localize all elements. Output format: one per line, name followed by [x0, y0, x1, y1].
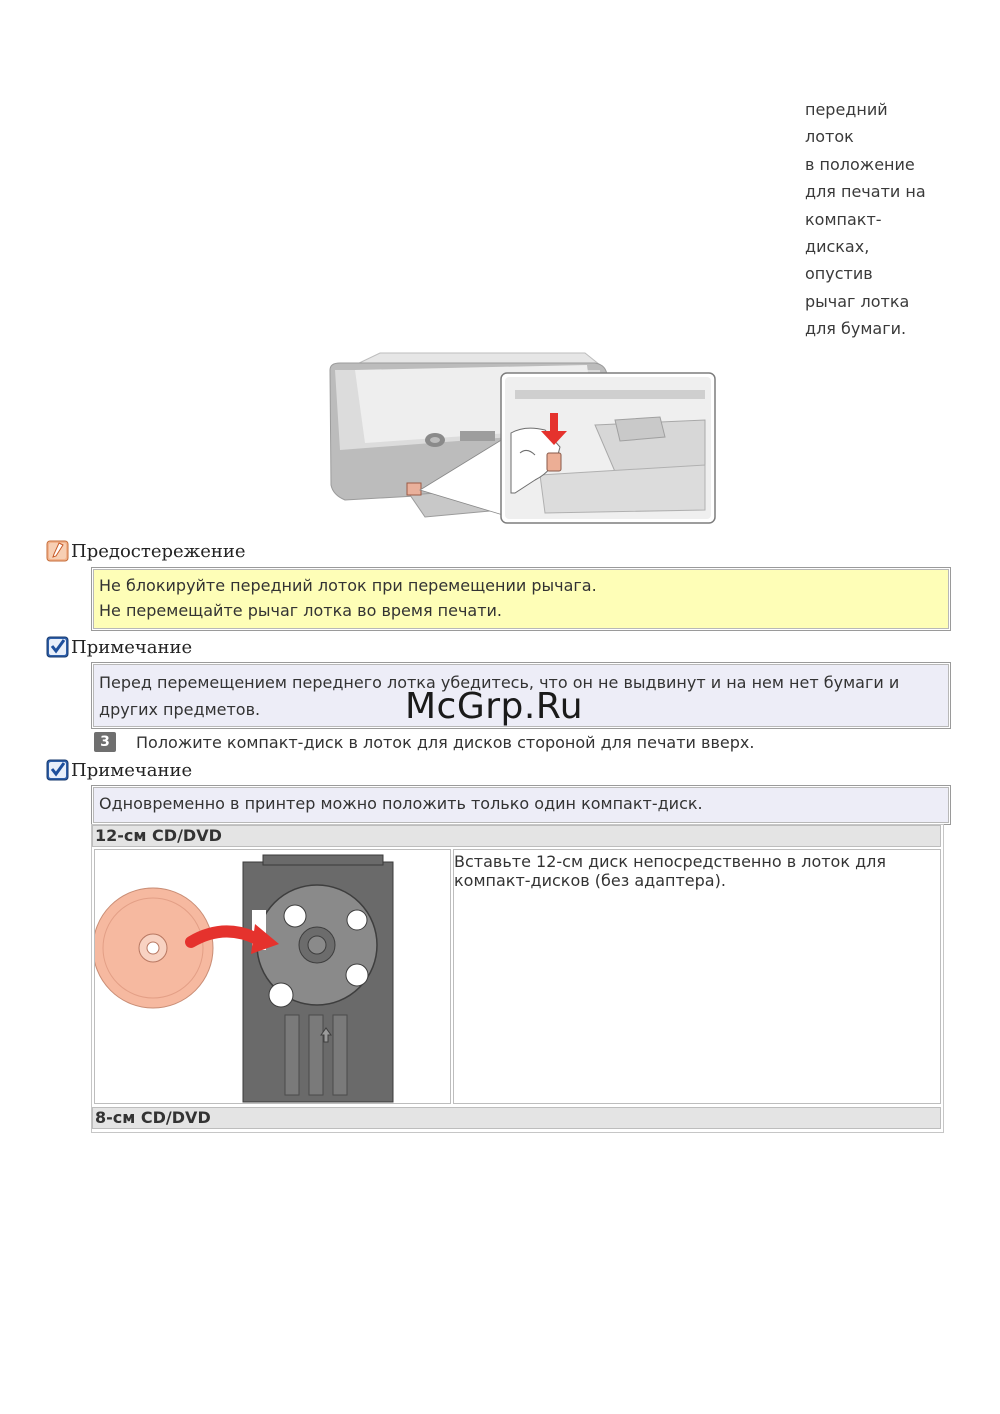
printer-tray-lever-illustration [325, 335, 720, 530]
caution-box [93, 569, 949, 629]
caution-heading-text: Предостережение [71, 540, 246, 562]
watermark: McGrp.Ru [405, 686, 584, 727]
instruction-line: компакт- [805, 209, 882, 229]
note-check-icon [46, 635, 70, 659]
caution-line: Не блокируйте передний лоток при перемещении рычага. [99, 576, 597, 595]
instruction-line: для бумаги. [805, 319, 907, 339]
note-line: Перед перемещением переднего лотка убедитесь, что он не выдвинут и на нем нет бумаги и [99, 673, 900, 692]
instruction-line: Вставьте 12-см диск непосредственно в лоток для [454, 852, 887, 871]
note-line: Одновременно в принтер можно положить только один компакт-диск. [99, 794, 703, 813]
note-line: других предметов. [99, 700, 261, 719]
note-heading-text: Примечание [71, 636, 193, 658]
step-3 [94, 731, 754, 753]
step-text: Положите компакт-диск в лоток для дисков стороной для печати вверх. [136, 732, 755, 752]
instruction-line: опустив [805, 264, 873, 284]
table-cell-illustration [94, 849, 451, 1104]
caution-icon [46, 539, 70, 563]
instruction-line: дисках, [805, 237, 870, 257]
caution-heading [46, 538, 246, 564]
instruction-line: лоток [805, 127, 854, 147]
step-instruction-continued [805, 96, 995, 343]
caution-line: Не перемещайте рычаг лотка во время печати. [99, 600, 503, 620]
step-number-badge: 3 [94, 732, 116, 752]
instruction-line: передний [805, 100, 888, 119]
table-row-header-12cm: 12-см CD/DVD [92, 825, 941, 847]
note-check-icon [46, 758, 70, 782]
table-row-header-8cm: 8-см CD/DVD [92, 1107, 941, 1129]
instruction-line: рычаг лотка [805, 291, 910, 311]
disc-tray-illustration [95, 850, 450, 1103]
note-box-2 [93, 787, 949, 823]
table-cell-instruction [453, 849, 941, 1104]
note-heading [46, 634, 192, 660]
instruction-line: для печати на [805, 182, 926, 202]
note-heading-2 [46, 757, 192, 783]
instruction-line: в положение [805, 154, 915, 174]
note-heading-text: Примечание [71, 759, 193, 781]
instruction-line: компакт-дисков (без адаптера). [454, 871, 726, 890]
